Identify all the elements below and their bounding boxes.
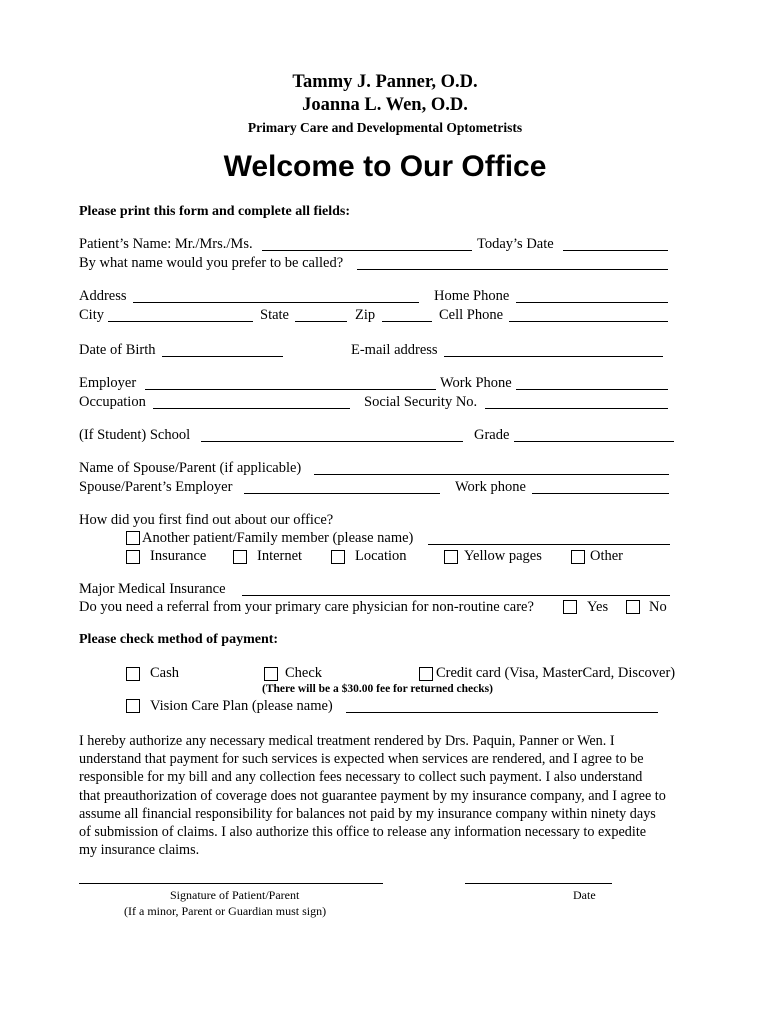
internet-checkbox[interactable]: [233, 550, 247, 564]
referral-yes-label: Yes: [587, 599, 609, 615]
check-checkbox[interactable]: [264, 667, 278, 681]
zip-label: Zip: [355, 307, 376, 323]
yellow-pages-label: Yellow pages: [464, 548, 542, 564]
authorization-line: my insurance claims.: [79, 842, 200, 859]
work-phone-field[interactable]: [516, 389, 668, 390]
state-field[interactable]: [295, 321, 347, 322]
vision-plan-label: Vision Care Plan (please name): [150, 698, 333, 714]
city-label: City: [79, 307, 104, 323]
grade-label: Grade: [474, 427, 510, 443]
authorization-line: responsible for my bill and any collection fees necessary to collect such payment. I also understand: [79, 769, 643, 786]
cell-phone-label: Cell Phone: [439, 307, 504, 323]
zip-field[interactable]: [382, 321, 432, 322]
returned-check-fee-note: (There will be a $30.00 fee for returned checks): [262, 683, 493, 695]
occupation-label: Occupation: [79, 394, 146, 410]
email-label: E-mail address: [351, 342, 438, 358]
cell-phone-field[interactable]: [509, 321, 668, 322]
email-field[interactable]: [444, 356, 663, 357]
spouse-work-phone-field[interactable]: [532, 493, 669, 494]
state-label: State: [260, 307, 289, 323]
authorization-line: that preauthorization of coverage does not guarantee payment by my insurance company, and I agree to: [79, 787, 666, 804]
cash-checkbox[interactable]: [126, 667, 140, 681]
dob-label: Date of Birth: [79, 342, 156, 358]
patient-name-label: Patient’s Name: Mr./Mrs./Ms.: [79, 236, 253, 252]
page-title: Welcome to Our Office: [223, 150, 547, 183]
authorization-line: assume all financial responsibility for balances not paid by my insurance company within ninety days: [79, 805, 656, 822]
ssn-field[interactable]: [485, 408, 668, 409]
ssn-label: Social Security No.: [364, 394, 478, 410]
employer-field[interactable]: [145, 389, 436, 390]
another-patient-field[interactable]: [428, 544, 670, 545]
vision-plan-checkbox[interactable]: [126, 699, 140, 713]
home-phone-label: Home Phone: [434, 288, 510, 304]
guardian-note: (If a minor, Parent or Guardian must sign): [124, 904, 327, 918]
spouse-employer-field[interactable]: [244, 493, 440, 494]
referral-no-label: No: [649, 599, 667, 615]
occupation-field[interactable]: [153, 408, 350, 409]
date-label: Date: [573, 888, 596, 902]
employer-label: Employer: [79, 375, 137, 391]
todays-date-field[interactable]: [563, 250, 668, 251]
spouse-employer-label: Spouse/Parent’s Employer: [79, 479, 233, 495]
other-label: Other: [590, 548, 624, 564]
date-field[interactable]: [465, 883, 612, 884]
location-checkbox[interactable]: [331, 550, 345, 564]
address-label: Address: [79, 288, 127, 304]
dob-field[interactable]: [162, 356, 283, 357]
school-label: (If Student) School: [79, 427, 191, 443]
address-field[interactable]: [133, 302, 419, 303]
major-medical-label: Major Medical Insurance: [79, 581, 226, 597]
major-medical-field[interactable]: [242, 595, 670, 596]
patient-name-field[interactable]: [262, 250, 472, 251]
yellow-pages-checkbox[interactable]: [444, 550, 458, 564]
referral-needed-question: Do you need a referral from your primary care physician for non-routine care?: [79, 599, 534, 615]
referral-no-checkbox[interactable]: [626, 600, 640, 614]
preferred-name-field[interactable]: [357, 269, 668, 270]
signature-label: Signature of Patient/Parent: [170, 888, 300, 902]
doctor-name-1: Tammy J. Panner, O.D.: [292, 72, 478, 92]
insurance-label: Insurance: [150, 548, 207, 564]
home-phone-field[interactable]: [516, 302, 668, 303]
cash-label: Cash: [150, 665, 179, 681]
referral-yes-checkbox[interactable]: [563, 600, 577, 614]
credit-card-label: Credit card (Visa, MasterCard, Discover): [436, 665, 676, 681]
school-field[interactable]: [201, 441, 463, 442]
credit-card-checkbox[interactable]: [419, 667, 433, 681]
preferred-name-label: By what name would you prefer to be called?: [79, 255, 344, 271]
doctor-name-2: Joanna L. Wen, O.D.: [302, 95, 468, 115]
internet-label: Internet: [257, 548, 303, 564]
authorization-line: of submission of claims. I also authorize this office to release any information necessary to expedite: [79, 824, 647, 841]
form-instructions: Please print this form and complete all fields:: [79, 204, 351, 219]
another-patient-label: Another patient/Family member (please name): [142, 530, 414, 546]
practice-subtitle: Primary Care and Developmental Optometrists: [247, 120, 523, 135]
todays-date-label: Today’s Date: [477, 236, 554, 252]
spouse-name-label: Name of Spouse/Parent (if applicable): [79, 460, 302, 476]
vision-plan-field[interactable]: [346, 712, 658, 713]
spouse-work-phone-label: Work phone: [455, 479, 526, 495]
signature-field[interactable]: [79, 883, 383, 884]
other-checkbox[interactable]: [571, 550, 585, 564]
another-patient-checkbox[interactable]: [126, 531, 140, 545]
authorization-paragraph: [79, 732, 719, 859]
spouse-name-field[interactable]: [314, 474, 669, 475]
referral-question: How did you first find out about our office?: [79, 512, 334, 528]
location-label: Location: [355, 548, 407, 564]
work-phone-label: Work Phone: [440, 375, 512, 391]
authorization-line: understand that payment for such services is expected when services are rendered, and I agree to be: [79, 751, 644, 768]
grade-field[interactable]: [514, 441, 674, 442]
city-field[interactable]: [108, 321, 253, 322]
check-label: Check: [285, 665, 323, 681]
authorization-line: I hereby authorize any necessary medical treatment rendered by Drs. Paquin, Panner or Wen. I: [79, 733, 615, 749]
insurance-checkbox[interactable]: [126, 550, 140, 564]
payment-heading: Please check method of payment:: [79, 632, 279, 647]
